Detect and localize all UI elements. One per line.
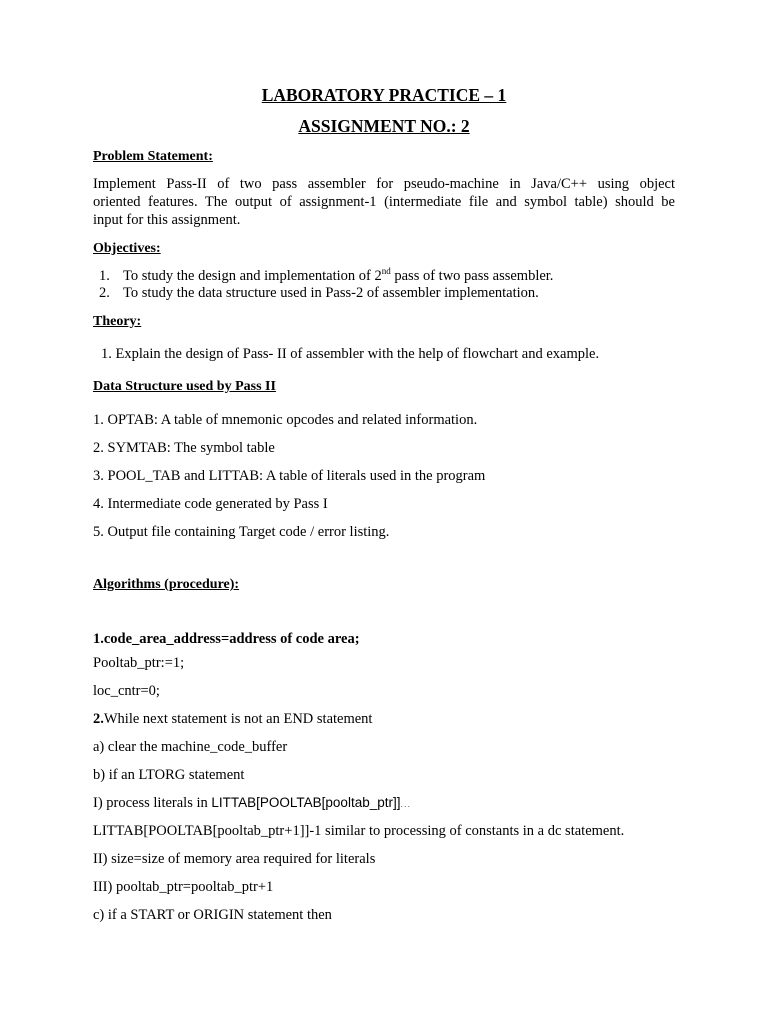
problem-statement-heading: Problem Statement:	[93, 149, 213, 164]
data-structure-item: 4. Intermediate code generated by Pass I	[93, 496, 328, 512]
algorithm-step-c: c) if a START or ORIGIN statement then	[93, 907, 332, 923]
algorithm-step-b-i-text: I) process literals in	[93, 795, 212, 811]
algorithm-heading: Algorithms (procedure):	[93, 577, 240, 592]
problem-line-3: input for this assignment.	[93, 212, 241, 228]
document-title: LABORATORY PRACTICE – 1	[261, 85, 507, 105]
algorithm-step-a: a) clear the machine_code_buffer	[93, 739, 288, 755]
algorithm-step-2	[93, 710, 372, 728]
problem-line-2: oriented features. The output of assignment-1 (intermediate file and symbol table) should be	[93, 194, 675, 210]
objective-1	[123, 267, 553, 285]
objective-1-number: 1.	[99, 268, 110, 284]
algorithm-step-2-text: While next statement is not an END statement	[103, 711, 373, 727]
algorithm-pooltab-init: Pooltab_ptr:=1;	[93, 655, 185, 671]
algorithm-step-b-i	[93, 794, 411, 813]
algorithm-step-2-number: 2.	[93, 711, 104, 727]
algorithm-step-b-ii: II) size=size of memory area required for literals	[93, 851, 376, 867]
algorithm-step-b: b) if an LTORG statement	[93, 767, 245, 783]
algorithm-loc-init: loc_cntr=0;	[93, 683, 160, 699]
problem-line-1: Implement Pass-II of two pass assembler for pseudo-machine in Java/C++ using object	[93, 176, 675, 192]
data-structure-item: 3. POOL_TAB and LITTAB: A table of literals used in the program	[93, 468, 486, 484]
objective-1-superscript: nd	[381, 266, 391, 276]
objective-1-text-end: pass of two pass assembler.	[390, 268, 554, 284]
algorithm-step-b-iii: III) pooltab_ptr=pooltab_ptr+1	[93, 879, 274, 895]
objective-2: To study the data structure used in Pass-2 of assembler implementation.	[123, 285, 539, 301]
objectives-heading: Objectives:	[93, 241, 161, 256]
assignment-number: ASSIGNMENT NO.: 2	[298, 116, 470, 136]
objective-2-number: 2.	[99, 285, 110, 301]
algorithm-step-1: 1.code_area_address=address of code area;	[93, 631, 360, 647]
algorithm-step-b-i-code: LITTAB[POOLTAB[pooltab_ptr]]	[211, 795, 401, 810]
algorithm-step-b-i-continued: LITTAB[POOLTAB[pooltab_ptr+1]]-1 similar to processing of constants in a dc statement.	[93, 823, 625, 839]
algorithm-step-b-i-ellipsis: ...	[400, 799, 411, 809]
theory-item-1: 1. Explain the design of Pass- II of assembler with the help of flowchart and example.	[101, 346, 600, 362]
objective-1-text: To study the design and implementation of 2	[123, 268, 382, 284]
data-structure-item: 2. SYMTAB: The symbol table	[93, 440, 275, 456]
theory-heading: Theory:	[93, 314, 142, 329]
data-structure-heading: Data Structure used by Pass II	[93, 379, 276, 394]
data-structure-item: 1. OPTAB: A table of mnemonic opcodes and related information.	[93, 412, 478, 428]
data-structure-item: 5. Output file containing Target code / error listing.	[93, 524, 390, 540]
